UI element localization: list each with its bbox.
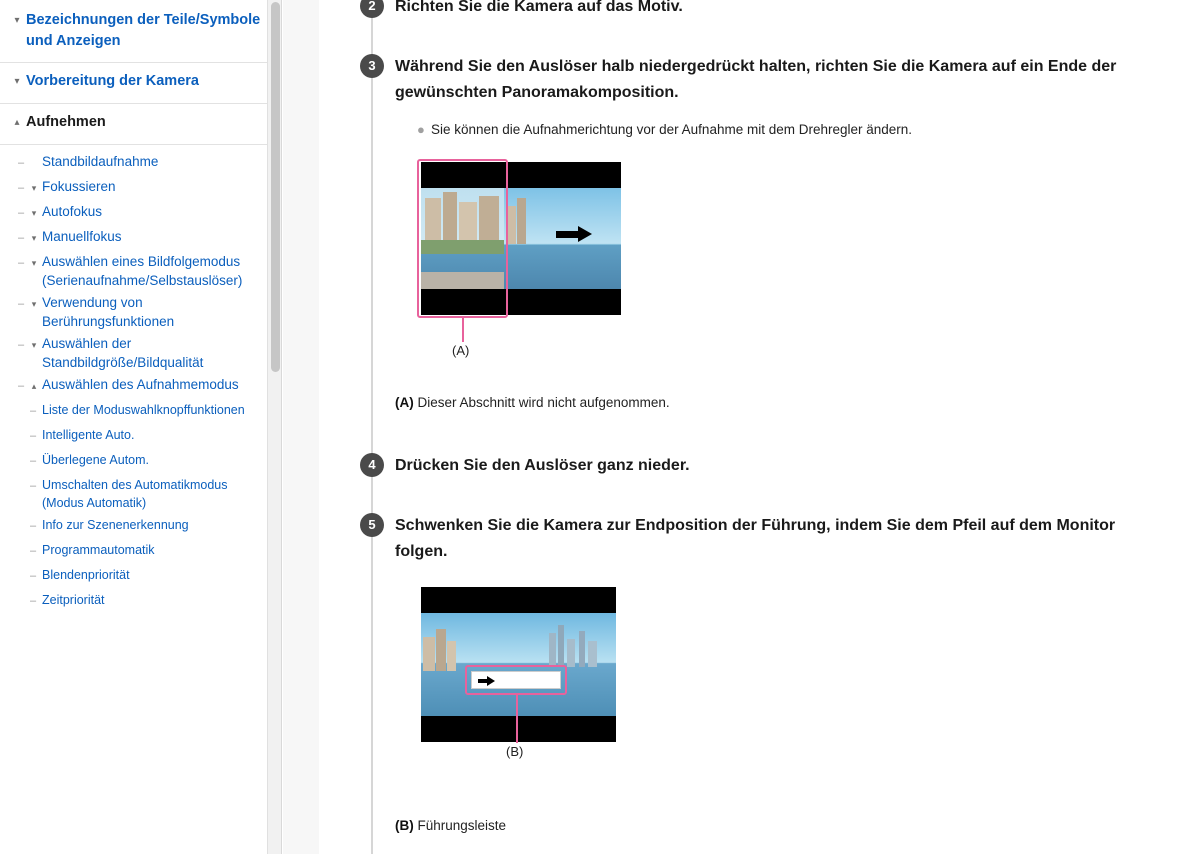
chevron-down-icon: ▾ [31, 258, 37, 268]
sidebar-scroll-pane[interactable] [0, 0, 282, 854]
sidebar-section-label: Vorbereitung der Kamera [26, 73, 199, 89]
tree-dash-icon: – [30, 545, 37, 557]
caption-a-text: Dieser Abschnitt wird nicht aufgenommen. [417, 395, 670, 410]
leader-line-b [516, 695, 518, 743]
sidebar-item-label: Autofokus [42, 204, 103, 219]
tree-dash-icon: – [30, 570, 37, 582]
sidebar-item-label: Liste der Moduswahlknopffunktionen [42, 403, 245, 417]
step-3 [319, 54, 1200, 413]
step-title: Richten Sie die Kamera auf das Motiv. [395, 0, 683, 15]
sidebar-item-label: Umschalten des Automatikmodus (Modus Automatik) [42, 478, 228, 510]
chevron-down-icon: ▾ [31, 233, 37, 243]
sidebar-item-standbildaufnahme[interactable] [0, 151, 282, 176]
main-content [319, 0, 1200, 854]
sidebar-section-aufnehmen[interactable] [0, 104, 282, 145]
chevron-down-icon: ▾ [31, 299, 37, 309]
caption-b-key: (B) [395, 818, 414, 833]
sidebar-section-vorbereitung[interactable] [0, 63, 282, 104]
sidebar-item-programmautomatik[interactable] [0, 539, 282, 564]
step-title: Drücken Sie den Auslöser ganz nieder. [395, 457, 690, 474]
sidebar-item-moduswahlknopffunktionen[interactable] [0, 399, 282, 424]
sidebar-item-autofokus[interactable] [0, 201, 282, 226]
figure-panorama-start [421, 162, 841, 377]
sidebar-item-label: Auswählen der Standbildgröße/Bildqualität [42, 336, 204, 370]
caption-b [395, 816, 1160, 836]
sidebar-item-aufnahmemodus[interactable] [0, 374, 282, 399]
tree-dash-icon: – [18, 232, 25, 244]
leader-line-a [462, 318, 464, 342]
sidebar-item-beruehrungsfunktionen[interactable] [0, 292, 282, 333]
figure-label-a: (A) [452, 343, 470, 358]
step-5 [319, 513, 1200, 836]
chevron-down-icon: ▾ [31, 208, 37, 218]
sidebar-item-label: Intelligente Auto. [42, 428, 135, 442]
tree-dash-icon: – [30, 480, 37, 492]
tree-dash-icon: – [18, 207, 25, 219]
sidebar-item-label: Programmautomatik [42, 543, 155, 557]
sidebar-item-label: Info zur Szenenerkennung [42, 518, 189, 532]
chevron-up-icon: ▴ [14, 117, 20, 128]
tree-dash-icon: – [18, 257, 25, 269]
chevron-down-icon: ▾ [31, 340, 37, 350]
sidebar-item-standbildgroesse[interactable] [0, 333, 282, 374]
sidebar-item-automatikmodus[interactable] [0, 474, 282, 514]
chevron-down-icon: ▾ [14, 76, 20, 87]
sidebar-item-szenenerkennung[interactable] [0, 514, 282, 539]
sidebar-section-label: Bezeichnungen der Teile/Symbole und Anzeigen [26, 12, 261, 49]
caption-a-key: (A) [395, 395, 414, 410]
tree-dash-icon: – [18, 182, 25, 194]
step-4 [319, 453, 1200, 479]
step-title: Während Sie den Auslöser halb niedergedrückt halten, richten Sie die Kamera auf ein Ende der gewünschten Panoramakomposition. [395, 58, 1117, 101]
figure-panorama-guide [421, 587, 841, 802]
tree-dash-icon: – [18, 157, 25, 169]
tree-dash-icon: – [30, 520, 37, 532]
tree-dash-icon: – [30, 595, 37, 607]
caption-b-text: Führungsleiste [417, 818, 507, 833]
step-number-badge: 5 [360, 513, 384, 537]
tree-dash-icon: – [30, 430, 37, 442]
tree-dash-icon: – [30, 405, 37, 417]
tree-dash-icon: – [18, 339, 25, 351]
step-number-badge: 2 [360, 0, 384, 18]
sidebar-item-zeitprioritaet[interactable] [0, 589, 282, 614]
sidebar-item-label: Auswählen des Aufnahmemodus [42, 377, 239, 392]
sidebar-item-label: Standbildaufnahme [42, 154, 159, 169]
pan-direction-arrow-icon [556, 226, 592, 242]
step-number-badge: 3 [360, 54, 384, 78]
sidebar-item-label: Überlegene Autom. [42, 453, 150, 467]
sidebar-item-blendenprioritaet[interactable] [0, 564, 282, 589]
content-gutter [283, 0, 319, 854]
bullet-text: Sie können die Aufnahmerichtung vor der Aufnahme mit dem Drehregler ändern. [431, 122, 913, 137]
bullet-icon: ● [417, 122, 425, 137]
highlight-box-b [465, 665, 567, 695]
tree-dash-icon: – [18, 298, 25, 310]
sidebar-item-bildfolgemodus[interactable] [0, 251, 282, 292]
sidebar-item-label: Verwendung von Berührungsfunktionen [42, 295, 175, 329]
step-3-bullet [395, 120, 1160, 140]
sidebar-item-ueberlegene-autom[interactable] [0, 449, 282, 474]
sidebar-item-label: Fokussieren [42, 179, 116, 194]
sidebar-item-manuellfokus[interactable] [0, 226, 282, 251]
caption-a [395, 393, 1160, 413]
tree-dash-icon: – [30, 455, 37, 467]
sidebar-item-label: Blendenpriorität [42, 568, 130, 582]
chevron-down-icon: ▾ [31, 183, 37, 193]
step-number-badge: 4 [360, 453, 384, 477]
sidebar-scrollbar-thumb[interactable] [271, 2, 280, 372]
figure-label-b: (B) [506, 744, 524, 759]
sidebar-item-intelligente-auto[interactable] [0, 424, 282, 449]
chevron-up-icon: ▴ [31, 381, 37, 391]
step-title: Schwenken Sie die Kamera zur Endposition der Führung, indem Sie dem Pfeil auf dem Monitor folgen. [395, 517, 1116, 560]
sidebar-section-label: Aufnehmen [26, 114, 106, 130]
sidebar-section-bezeichnungen[interactable] [0, 0, 282, 63]
sidebar-item-label: Manuellfokus [42, 229, 122, 244]
sidebar-scrollbar-track[interactable] [267, 0, 281, 854]
sidebar [0, 0, 282, 854]
highlight-box-a [417, 159, 508, 318]
tree-dash-icon: – [18, 380, 25, 392]
figure-photo-right-region [504, 188, 621, 289]
step-2 [319, 0, 1200, 20]
sidebar-item-label: Auswählen eines Bildfolgemodus (Serienaufnahme/Selbstauslöser) [42, 254, 243, 288]
chevron-down-icon: ▾ [14, 15, 20, 26]
sidebar-tree [0, 145, 282, 614]
sidebar-item-label: Zeitpriorität [42, 593, 105, 607]
sidebar-item-fokussieren[interactable] [0, 176, 282, 201]
